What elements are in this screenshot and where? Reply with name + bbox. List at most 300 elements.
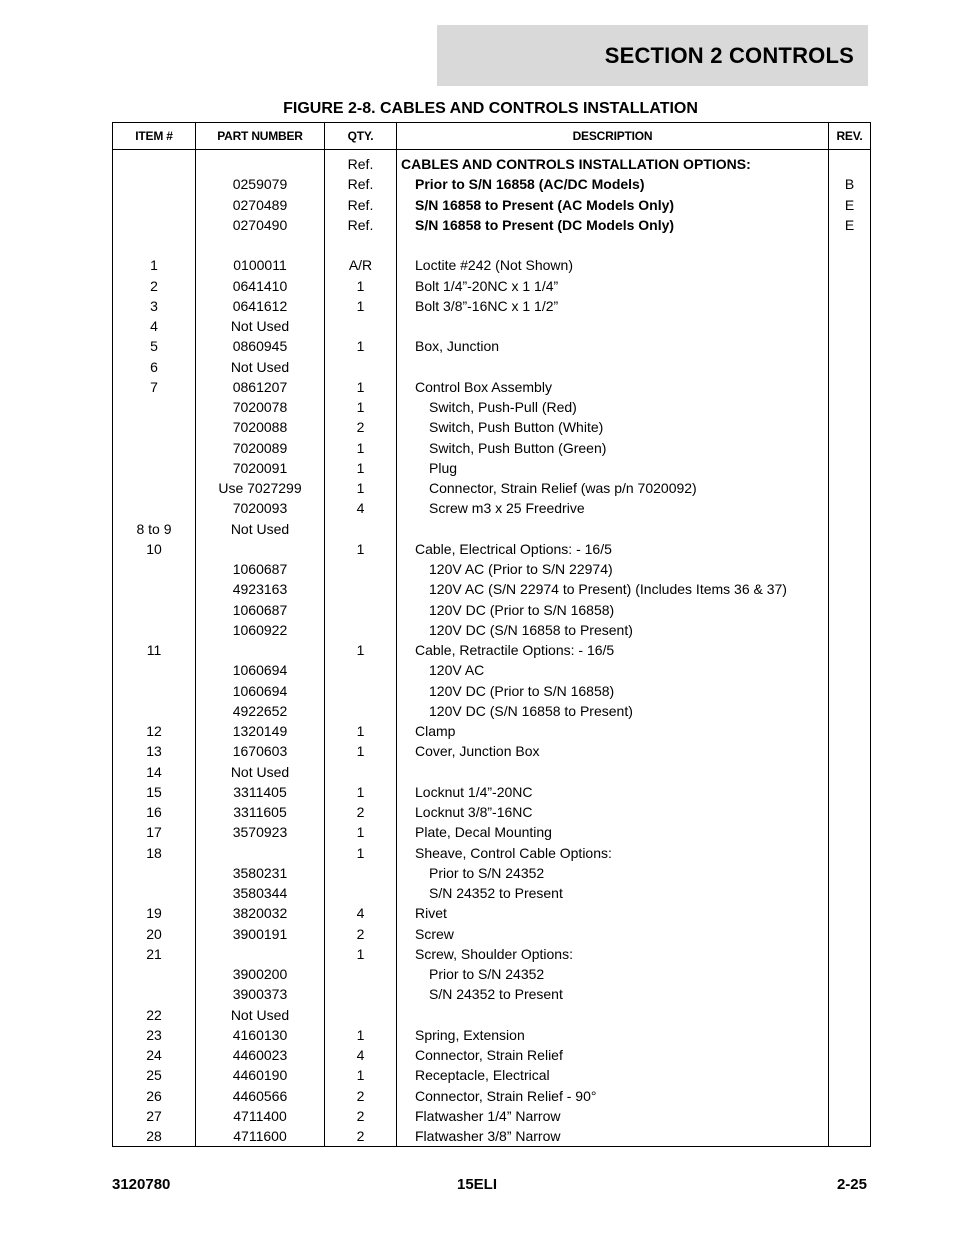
table-row xyxy=(113,762,871,782)
description-cell: Sheave, Control Cable Options: xyxy=(397,843,829,863)
part-number-cell: 1060687 xyxy=(196,559,325,579)
revision-cell xyxy=(829,944,871,964)
table-row xyxy=(113,600,871,620)
description-cell: Box, Junction xyxy=(397,336,829,356)
quantity-cell: 4 xyxy=(325,1045,397,1065)
description-cell: Prior to S/N 24352 xyxy=(397,964,829,984)
quantity-cell xyxy=(325,701,397,721)
description-cell: Spring, Extension xyxy=(397,1025,829,1045)
description-cell: S/N 24352 to Present xyxy=(397,883,829,903)
description-cell: Flatwasher 1/4” Narrow xyxy=(397,1106,829,1126)
quantity-cell: 1 xyxy=(325,944,397,964)
revision-cell xyxy=(829,802,871,822)
quantity-cell: 1 xyxy=(325,478,397,498)
revision-cell xyxy=(829,741,871,761)
quantity-cell: 1 xyxy=(325,782,397,802)
description-cell: 120V AC (Prior to S/N 22974) xyxy=(397,559,829,579)
quantity-cell xyxy=(325,235,397,255)
item-number-cell: 4 xyxy=(113,316,196,336)
revision-cell xyxy=(829,296,871,316)
table-row xyxy=(113,1045,871,1065)
quantity-cell xyxy=(325,863,397,883)
revision-cell xyxy=(829,539,871,559)
item-number-cell xyxy=(113,235,196,255)
item-number-cell xyxy=(113,681,196,701)
table-row xyxy=(113,964,871,984)
part-number-cell: Use 7027299 xyxy=(196,478,325,498)
quantity-cell: 1 xyxy=(325,1025,397,1045)
part-number-cell: 1060922 xyxy=(196,620,325,640)
item-number-cell xyxy=(113,984,196,1004)
part-number-cell: 0641410 xyxy=(196,276,325,296)
item-number-cell xyxy=(113,600,196,620)
quantity-cell: 1 xyxy=(325,397,397,417)
revision-cell xyxy=(829,1106,871,1126)
table-row xyxy=(113,721,871,741)
description-cell: CABLES AND CONTROLS INSTALLATION OPTIONS: xyxy=(397,150,829,175)
quantity-cell xyxy=(325,660,397,680)
table-row xyxy=(113,498,871,518)
quantity-cell xyxy=(325,519,397,539)
revision-cell xyxy=(829,150,871,175)
quantity-cell xyxy=(325,762,397,782)
description-cell: Connector, Strain Relief - 90° xyxy=(397,1086,829,1106)
figure-title: FIGURE 2-8. CABLES AND CONTROLS INSTALLATION xyxy=(283,100,698,117)
item-number-cell xyxy=(113,579,196,599)
table-row xyxy=(113,741,871,761)
part-number-cell: 1320149 xyxy=(196,721,325,741)
column-header-part-number: PART NUMBER xyxy=(196,123,325,150)
item-number-cell: 10 xyxy=(113,539,196,559)
part-number-cell: 3311605 xyxy=(196,802,325,822)
description-cell: 120V DC (Prior to S/N 16858) xyxy=(397,681,829,701)
item-number-cell: 19 xyxy=(113,903,196,923)
revision-cell xyxy=(829,660,871,680)
part-number-cell xyxy=(196,235,325,255)
item-number-cell: 15 xyxy=(113,782,196,802)
description-cell: Clamp xyxy=(397,721,829,741)
quantity-cell: 1 xyxy=(325,458,397,478)
item-number-cell: 2 xyxy=(113,276,196,296)
footer-page-number: 2-25 xyxy=(836,1176,867,1193)
table-row xyxy=(113,802,871,822)
part-number-cell: 7020088 xyxy=(196,417,325,437)
table-row xyxy=(113,863,871,883)
item-number-cell: 3 xyxy=(113,296,196,316)
item-number-cell xyxy=(113,498,196,518)
table-row xyxy=(113,438,871,458)
column-header-item: ITEM # xyxy=(113,123,196,150)
description-cell: Screw, Shoulder Options: xyxy=(397,944,829,964)
table-row xyxy=(113,1086,871,1106)
description-cell: S/N 16858 to Present (AC Models Only) xyxy=(397,195,829,215)
part-number-cell: 1060694 xyxy=(196,660,325,680)
footer-doc-number: 3120780 xyxy=(112,1176,171,1193)
revision-cell xyxy=(829,255,871,275)
quantity-cell xyxy=(325,1005,397,1025)
part-number-cell: 3900373 xyxy=(196,984,325,1004)
item-number-cell: 13 xyxy=(113,741,196,761)
item-number-cell: 12 xyxy=(113,721,196,741)
revision-cell xyxy=(829,620,871,640)
revision-cell xyxy=(829,1025,871,1045)
description-cell: 120V DC (S/N 16858 to Present) xyxy=(397,620,829,640)
table-header-row xyxy=(113,123,871,150)
part-number-cell: Not Used xyxy=(196,357,325,377)
quantity-cell: Ref. xyxy=(325,174,397,194)
description-cell: 120V AC xyxy=(397,660,829,680)
item-number-cell xyxy=(113,559,196,579)
table-row xyxy=(113,1065,871,1085)
table-row xyxy=(113,660,871,680)
part-number-cell: 7020093 xyxy=(196,498,325,518)
item-number-cell xyxy=(113,458,196,478)
description-cell: Bolt 3/8”-16NC x 1 1/2” xyxy=(397,296,829,316)
revision-cell xyxy=(829,276,871,296)
description-cell xyxy=(397,316,829,336)
item-number-cell: 23 xyxy=(113,1025,196,1045)
part-number-cell: 4460023 xyxy=(196,1045,325,1065)
table-row xyxy=(113,944,871,964)
quantity-cell: 4 xyxy=(325,498,397,518)
table-row xyxy=(113,174,871,194)
table-row xyxy=(113,924,871,944)
part-number-cell: 0860945 xyxy=(196,336,325,356)
quantity-cell: Ref. xyxy=(325,150,397,175)
description-cell: Switch, Push Button (White) xyxy=(397,417,829,437)
part-number-cell: 3820032 xyxy=(196,903,325,923)
revision-cell xyxy=(829,397,871,417)
item-number-cell xyxy=(113,397,196,417)
revision-cell: E xyxy=(829,195,871,215)
item-number-cell: 11 xyxy=(113,640,196,660)
revision-cell xyxy=(829,559,871,579)
description-cell: S/N 16858 to Present (DC Models Only) xyxy=(397,215,829,235)
section-title: SECTION 2 CONTROLS xyxy=(604,42,854,68)
quantity-cell xyxy=(325,883,397,903)
revision-cell xyxy=(829,1126,871,1147)
revision-cell xyxy=(829,1065,871,1085)
revision-cell xyxy=(829,438,871,458)
item-number-cell: 20 xyxy=(113,924,196,944)
table-row xyxy=(113,296,871,316)
description-cell: Switch, Push Button (Green) xyxy=(397,438,829,458)
item-number-cell xyxy=(113,438,196,458)
part-number-cell: 4711600 xyxy=(196,1126,325,1147)
quantity-cell xyxy=(325,984,397,1004)
revision-cell: E xyxy=(829,215,871,235)
table-row xyxy=(113,1106,871,1126)
revision-cell xyxy=(829,336,871,356)
quantity-cell: 1 xyxy=(325,741,397,761)
item-number-cell: 18 xyxy=(113,843,196,863)
item-number-cell xyxy=(113,863,196,883)
table-row xyxy=(113,195,871,215)
item-number-cell: 6 xyxy=(113,357,196,377)
item-number-cell xyxy=(113,215,196,235)
table-row xyxy=(113,883,871,903)
description-cell xyxy=(397,235,829,255)
revision-cell xyxy=(829,1086,871,1106)
revision-cell xyxy=(829,458,871,478)
description-cell: S/N 24352 to Present xyxy=(397,984,829,1004)
description-cell: Rivet xyxy=(397,903,829,923)
part-number-cell: 1060687 xyxy=(196,600,325,620)
table-row xyxy=(113,1025,871,1045)
description-cell xyxy=(397,1005,829,1025)
quantity-cell: 1 xyxy=(325,640,397,660)
part-number-cell: 0861207 xyxy=(196,377,325,397)
quantity-cell: 1 xyxy=(325,1065,397,1085)
quantity-cell: A/R xyxy=(325,255,397,275)
description-cell xyxy=(397,762,829,782)
table-row xyxy=(113,215,871,235)
item-number-cell: 24 xyxy=(113,1045,196,1065)
description-cell: Prior to S/N 24352 xyxy=(397,863,829,883)
item-number-cell: 26 xyxy=(113,1086,196,1106)
revision-cell xyxy=(829,357,871,377)
revision-cell xyxy=(829,782,871,802)
description-cell: Connector, Strain Relief (was p/n 7020092) xyxy=(397,478,829,498)
description-cell: Plug xyxy=(397,458,829,478)
revision-cell xyxy=(829,640,871,660)
quantity-cell: 1 xyxy=(325,276,397,296)
description-cell: Screw m3 x 25 Freedrive xyxy=(397,498,829,518)
item-number-cell: 28 xyxy=(113,1126,196,1147)
revision-cell xyxy=(829,701,871,721)
quantity-cell xyxy=(325,357,397,377)
revision-cell xyxy=(829,417,871,437)
table-row xyxy=(113,397,871,417)
revision-cell xyxy=(829,1005,871,1025)
description-cell: Bolt 1/4”-20NC x 1 1/4” xyxy=(397,276,829,296)
table-row xyxy=(113,681,871,701)
table-row xyxy=(113,620,871,640)
part-number-cell: 0100011 xyxy=(196,255,325,275)
quantity-cell: 2 xyxy=(325,802,397,822)
quantity-cell xyxy=(325,559,397,579)
table-row xyxy=(113,903,871,923)
part-number-cell: 7020078 xyxy=(196,397,325,417)
quantity-cell: 1 xyxy=(325,296,397,316)
revision-cell xyxy=(829,579,871,599)
part-number-cell: 0641612 xyxy=(196,296,325,316)
column-header-rev: REV. xyxy=(829,123,871,150)
revision-cell xyxy=(829,883,871,903)
revision-cell xyxy=(829,478,871,498)
revision-cell xyxy=(829,519,871,539)
description-cell: Receptacle, Electrical xyxy=(397,1065,829,1085)
item-number-cell: 5 xyxy=(113,336,196,356)
quantity-cell: 1 xyxy=(325,843,397,863)
part-number-cell xyxy=(196,843,325,863)
revision-cell xyxy=(829,924,871,944)
item-number-cell xyxy=(113,195,196,215)
item-number-cell: 25 xyxy=(113,1065,196,1085)
section-banner xyxy=(437,25,868,86)
table-row xyxy=(113,843,871,863)
quantity-cell: 1 xyxy=(325,721,397,741)
part-number-cell: 7020091 xyxy=(196,458,325,478)
description-cell: Prior to S/N 16858 (AC/DC Models) xyxy=(397,174,829,194)
part-number-cell xyxy=(196,539,325,559)
quantity-cell xyxy=(325,316,397,336)
part-number-cell: 4711400 xyxy=(196,1106,325,1126)
part-number-cell: 4460566 xyxy=(196,1086,325,1106)
revision-cell xyxy=(829,498,871,518)
revision-cell xyxy=(829,984,871,1004)
description-cell: Loctite #242 (Not Shown) xyxy=(397,255,829,275)
part-number-cell: 3580344 xyxy=(196,883,325,903)
item-number-cell xyxy=(113,660,196,680)
description-cell: 120V AC (S/N 22974 to Present) (Includes Items 36 & 37) xyxy=(397,579,829,599)
table-row xyxy=(113,1005,871,1025)
part-number-cell: 0270489 xyxy=(196,195,325,215)
description-cell: Locknut 3/8”-16NC xyxy=(397,802,829,822)
part-number-cell: 0259079 xyxy=(196,174,325,194)
part-number-cell: 3580231 xyxy=(196,863,325,883)
table-row xyxy=(113,1126,871,1147)
item-number-cell: 8 to 9 xyxy=(113,519,196,539)
part-number-cell: Not Used xyxy=(196,1005,325,1025)
revision-cell xyxy=(829,964,871,984)
table-row xyxy=(113,822,871,842)
part-number-cell xyxy=(196,640,325,660)
quantity-cell xyxy=(325,681,397,701)
description-cell: Cover, Junction Box xyxy=(397,741,829,761)
quantity-cell xyxy=(325,620,397,640)
part-number-cell: Not Used xyxy=(196,762,325,782)
part-number-cell: 1670603 xyxy=(196,741,325,761)
part-number-cell: Not Used xyxy=(196,316,325,336)
revision-cell xyxy=(829,681,871,701)
description-cell: Plate, Decal Mounting xyxy=(397,822,829,842)
parts-table xyxy=(112,122,871,1147)
quantity-cell: 1 xyxy=(325,438,397,458)
column-header-description: DESCRIPTION xyxy=(397,123,829,150)
description-cell: Switch, Push-Pull (Red) xyxy=(397,397,829,417)
part-number-cell: 3570923 xyxy=(196,822,325,842)
item-number-cell: 14 xyxy=(113,762,196,782)
quantity-cell xyxy=(325,579,397,599)
revision-cell xyxy=(829,843,871,863)
part-number-cell: 7020089 xyxy=(196,438,325,458)
description-cell: Screw xyxy=(397,924,829,944)
description-cell: 120V DC (S/N 16858 to Present) xyxy=(397,701,829,721)
table-row xyxy=(113,336,871,356)
quantity-cell: 4 xyxy=(325,903,397,923)
item-number-cell xyxy=(113,417,196,437)
item-number-cell: 7 xyxy=(113,377,196,397)
table-row xyxy=(113,377,871,397)
table-row xyxy=(113,357,871,377)
table-row xyxy=(113,984,871,1004)
item-number-cell: 17 xyxy=(113,822,196,842)
item-number-cell: 22 xyxy=(113,1005,196,1025)
part-number-cell: 1060694 xyxy=(196,681,325,701)
table-row xyxy=(113,640,871,660)
footer-model: 15ELI xyxy=(456,1176,498,1193)
description-cell: Control Box Assembly xyxy=(397,377,829,397)
description-cell: Cable, Retractile Options: - 16/5 xyxy=(397,640,829,660)
quantity-cell: 2 xyxy=(325,1086,397,1106)
quantity-cell: 1 xyxy=(325,336,397,356)
table-row xyxy=(113,316,871,336)
parts-table-body xyxy=(113,150,871,1147)
table-row xyxy=(113,276,871,296)
table-row xyxy=(113,150,871,175)
table-row xyxy=(113,579,871,599)
quantity-cell xyxy=(325,964,397,984)
revision-cell xyxy=(829,235,871,255)
table-row xyxy=(113,478,871,498)
item-number-cell xyxy=(113,620,196,640)
item-number-cell xyxy=(113,174,196,194)
item-number-cell xyxy=(113,964,196,984)
part-number-cell xyxy=(196,944,325,964)
part-number-cell: 3900200 xyxy=(196,964,325,984)
quantity-cell: 2 xyxy=(325,1126,397,1147)
table-row xyxy=(113,782,871,802)
quantity-cell: 2 xyxy=(325,1106,397,1126)
part-number-cell xyxy=(196,150,325,175)
part-number-cell: 3311405 xyxy=(196,782,325,802)
item-number-cell xyxy=(113,701,196,721)
quantity-cell: Ref. xyxy=(325,215,397,235)
part-number-cell: 4922652 xyxy=(196,701,325,721)
column-header-qty: QTY. xyxy=(325,123,397,150)
table-row xyxy=(113,417,871,437)
part-number-cell: 0270490 xyxy=(196,215,325,235)
quantity-cell: 1 xyxy=(325,539,397,559)
quantity-cell: 2 xyxy=(325,924,397,944)
item-number-cell xyxy=(113,150,196,175)
item-number-cell: 16 xyxy=(113,802,196,822)
revision-cell xyxy=(829,316,871,336)
revision-cell xyxy=(829,903,871,923)
table-row xyxy=(113,255,871,275)
quantity-cell: 1 xyxy=(325,377,397,397)
part-number-cell: Not Used xyxy=(196,519,325,539)
item-number-cell xyxy=(113,478,196,498)
item-number-cell: 1 xyxy=(113,255,196,275)
quantity-cell: 1 xyxy=(325,822,397,842)
description-cell: Flatwasher 3/8” Narrow xyxy=(397,1126,829,1147)
part-number-cell: 4460190 xyxy=(196,1065,325,1085)
description-cell: 120V DC (Prior to S/N 16858) xyxy=(397,600,829,620)
table-row xyxy=(113,701,871,721)
description-cell xyxy=(397,519,829,539)
revision-cell xyxy=(829,1045,871,1065)
item-number-cell: 21 xyxy=(113,944,196,964)
quantity-cell: 2 xyxy=(325,417,397,437)
item-number-cell: 27 xyxy=(113,1106,196,1126)
table-row xyxy=(113,458,871,478)
part-number-cell: 4160130 xyxy=(196,1025,325,1045)
revision-cell xyxy=(829,863,871,883)
table-row xyxy=(113,519,871,539)
description-cell: Connector, Strain Relief xyxy=(397,1045,829,1065)
table-row xyxy=(113,235,871,255)
revision-cell xyxy=(829,377,871,397)
part-number-cell: 3900191 xyxy=(196,924,325,944)
revision-cell: B xyxy=(829,174,871,194)
description-cell: Locknut 1/4”-20NC xyxy=(397,782,829,802)
table-row xyxy=(113,559,871,579)
part-number-cell: 4923163 xyxy=(196,579,325,599)
revision-cell xyxy=(829,600,871,620)
revision-cell xyxy=(829,762,871,782)
